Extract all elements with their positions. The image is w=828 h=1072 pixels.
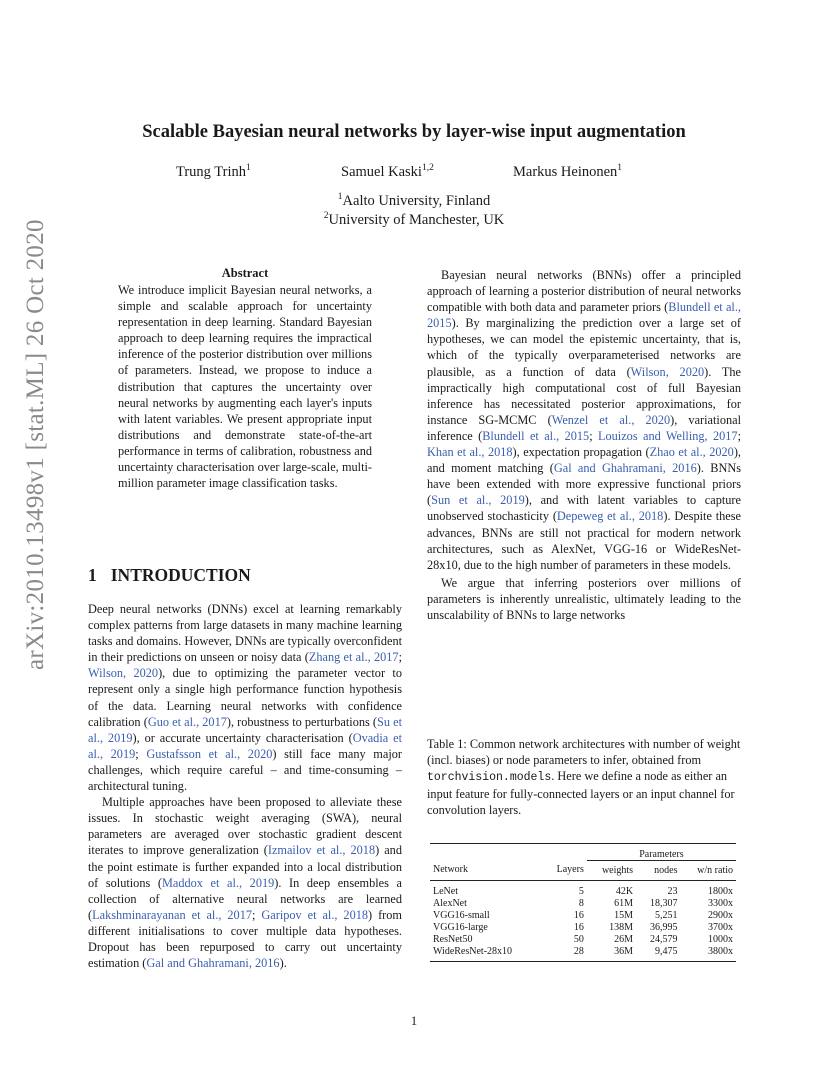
text-run: ; [737, 428, 741, 443]
affiliation-sup: 1 [337, 192, 343, 202]
citation-link[interactable]: Zhao et al., 2020 [649, 445, 734, 460]
table-row [430, 945, 736, 962]
text-run: Deep neural networks (DNNs) excel at learning remarkably complex patterns from large datasets in many machine learning tasks and domains. However, DNNs are typically overconfident in their predictions on unseen or noisy data ( [88, 602, 403, 665]
table-cell: 18,307 [649, 897, 678, 909]
arxiv-stamp: arXiv:2010.13498v1 [stat.ML] 26 Oct 2020 [22, 219, 49, 670]
citation-link[interactable]: Blundell et al., 2015 [482, 428, 590, 443]
table-cell: 42K [615, 885, 634, 897]
citation-link[interactable]: Depeweg et al., 2018 [556, 509, 664, 524]
table-cell: ResNet50 [433, 933, 473, 945]
table-cell: 3300x [708, 897, 733, 909]
table-cell: LeNet [433, 885, 458, 897]
citation-link[interactable]: Garipov et al., 2018 [261, 907, 369, 922]
page-number: 1 [410, 1014, 418, 1028]
citation-link[interactable]: Wilson, 2020 [88, 666, 159, 681]
table-header-row [430, 861, 736, 881]
section-number: 1 [88, 565, 97, 585]
text-run: ), due to optimizing the parameter vector to represent only a single high performance function hypothesis of the data. Learning neural networks with confidence calibration ( [88, 666, 402, 729]
citation-link[interactable]: Guo et al., 2017 [147, 714, 227, 729]
citation-link[interactable]: Zhang et al., 2017 [308, 650, 399, 665]
right-column [427, 265, 741, 623]
citation-link[interactable]: Sun et al., 2019 [431, 493, 525, 508]
table-cell: 3800x [680, 945, 736, 962]
parameters-table [430, 843, 736, 962]
left-column [88, 601, 402, 971]
table-cell: WideResNet-28x10 [430, 945, 543, 962]
table-row [430, 881, 736, 898]
text-run: ), and with latent variables to capture unobserved stochasticity ( [427, 493, 741, 524]
citation-link[interactable]: Gustafsson et al., 2020 [146, 746, 273, 761]
abstract-text: We introduce implicit Bayesian neural networks, a simple and scalable approach for uncertainty representation in deep learning. Standard Bayesian approach to deep learning requires the impractical inference of the posterior distribution over millions of parameters. Instead, we propose to induce a distribution that captures the uncertainty over neural networks by augmenting each layer's inputs with latent variables. We present appropriate input distributions and demonstrate state-of-the-art performance in terms of calibration, robustness and uncertainty characterisation over large-scale, multi-million parameter image classification tasks. [118, 283, 372, 491]
paragraph [427, 267, 741, 573]
citation-link[interactable]: Blundell et al., 2015 [427, 300, 741, 331]
text-run: ; [398, 650, 402, 665]
caption-code: torchvision.models [427, 771, 552, 785]
citation-link[interactable]: Lakshminarayanan et al., 2017 [92, 907, 253, 922]
text-run: ), and moment matching ( [427, 445, 741, 476]
text-run: ). In deep ensembles a collection of alternative neural networks are learned ( [88, 875, 402, 922]
column-header: nodes [636, 861, 680, 881]
author-sup: 1 [617, 163, 623, 173]
table-cell: 28 [543, 945, 587, 962]
text-run: ), or accurate uncertainty characterisation ( [132, 730, 353, 745]
section-title: INTRODUCTION [110, 565, 251, 585]
table-row [430, 921, 736, 933]
text-run: ), robustness to perturbations ( [226, 714, 378, 729]
table-cell: VGG16-large [433, 921, 488, 933]
text-run: ; [135, 746, 147, 761]
table-cell: 61M [614, 897, 634, 909]
text-run: ). BNNs have been extended with more expressive functional priors ( [427, 461, 741, 508]
text-run: ), variational inference ( [427, 412, 742, 443]
table-cell: 26M [614, 933, 634, 945]
table-row [430, 897, 736, 909]
author-name: Trung Trinh [176, 163, 246, 180]
citation-link[interactable]: Ovadia et al., 2019 [88, 730, 402, 761]
text-run: Bayesian neural networks (BNNs) offer a principled approach of learning a posterior distribution of neural networks compatible with both data and parameter priors ( [427, 268, 741, 315]
section-heading [88, 565, 251, 586]
caption-text: Table 1: Common network architectures with number of weight (incl. biases) or node parameters to infer, obtained from [427, 737, 741, 768]
author-name: Markus Heinonen [513, 163, 618, 180]
caption-text: . Here we define a node as either an input feature for fully-connected layers or an input channel for convolution layers. [427, 769, 735, 818]
table-group-header-row [430, 844, 736, 861]
affiliation-2 [0, 211, 828, 229]
citation-link[interactable]: Izmailov et al., 2018 [267, 843, 376, 858]
citation-link[interactable]: Louizos and Welling, 2017 [598, 428, 738, 443]
paragraph [88, 601, 402, 794]
citation-link[interactable]: Gal and Ghahramani, 2016 [553, 461, 697, 476]
text-run: ). The impractically high computational cost of full Bayesian inference has necessitated posterior approximations, for instance SG-MCMC ( [427, 364, 742, 427]
table-cell: 23 [667, 885, 678, 897]
column-header: Layers [543, 861, 587, 881]
table-cell: 5,251 [654, 909, 678, 921]
column-header: weights [587, 861, 636, 881]
column-header: w/n ratio [680, 861, 736, 881]
paragraph [88, 794, 402, 971]
citation-link[interactable]: Wilson, 2020 [630, 364, 705, 379]
citation-link[interactable]: Gal and Ghahramani, 2016 [146, 956, 280, 971]
table-cell: AlexNet [433, 897, 467, 909]
author-1 [176, 163, 251, 181]
author-3 [513, 163, 622, 181]
text-run: Multiple approaches have been proposed to alleviate these issues. In stochastic weight averaging (SWA), neural parameters are averaged over stochastic gradient descent iterates to improve generalization ( [88, 795, 402, 858]
table-cell: 1800x [708, 885, 733, 897]
table-row [430, 933, 736, 945]
paragraph [427, 575, 741, 623]
table-cell: 2900x [708, 909, 733, 921]
table-row [430, 909, 736, 921]
author-sup: 1 [246, 163, 251, 173]
table-cell: 50 [573, 933, 584, 945]
table-cell: 36M [587, 945, 636, 962]
text-run: ). Despite these advances, BNNs are still not practical for modern network architectures, such as AlexNet, VGG-16 or WideResNet-28x10, due to the high number of parameters in these models. [427, 509, 741, 572]
table-cell: 36,995 [649, 921, 678, 933]
text-run: ). [279, 956, 287, 971]
affiliation-1 [0, 192, 828, 210]
citation-link[interactable]: Khan et al., 2018 [427, 445, 513, 460]
table-cell: 1000x [708, 933, 733, 945]
table-cell: 5 [578, 885, 584, 897]
author-2 [341, 163, 434, 181]
text-run: ) and the point estimate is further expanded into a local distribution of solutions ( [88, 843, 402, 890]
text-run: ) from different initialisations to cover multiple data hypotheses. Dropout has been repurposed to carry out uncertainty estimation ( [88, 907, 402, 971]
table-cell: 15M [614, 909, 634, 921]
author-sup: 1,2 [421, 163, 434, 173]
text-run: ; [589, 428, 598, 443]
citation-link[interactable]: Maddox et al., 2019 [161, 875, 275, 890]
abstract-heading: Abstract [221, 266, 269, 280]
affiliation-text: Aalto University, Finland [342, 192, 491, 209]
table-cell: VGG16-small [433, 909, 490, 921]
table-cell: 138M [609, 921, 634, 933]
text-run: ; [252, 907, 262, 922]
text-run: ), expectation propagation ( [512, 445, 650, 460]
text-run: ). By marginalizing the prediction over a large set of hypotheses, we can model the epistemic uncertainty, that is, which of the typically overparameterised networks are plausible, as a function of data ( [427, 316, 741, 379]
table-caption [427, 736, 741, 818]
table-cell: 8 [578, 897, 584, 909]
text-run: We argue that inferring posteriors over millions of parameters is inherently unrealistic, ultimately leading to the unscalability of BNNs to large networks [427, 575, 741, 622]
paper-title: Scalable Bayesian neural networks by layer-wise input augmentation [142, 122, 686, 142]
table-cell: 24,579 [649, 933, 678, 945]
citation-link[interactable]: Wenzel et al., 2020 [551, 412, 671, 427]
group-header: Parameters [587, 844, 736, 861]
table-cell: 16 [573, 921, 584, 933]
author-name: Samuel Kaski [341, 163, 422, 180]
text-run: ) still face many major challenges, which require careful – and time-consuming – architectural tuning. [88, 746, 402, 794]
table-cell: 16 [573, 909, 584, 921]
citation-link[interactable]: Su et al., 2019 [88, 714, 403, 745]
table-cell: 9,475 [636, 945, 680, 962]
affiliation-sup: 2 [323, 211, 329, 221]
table-cell: 3700x [708, 921, 733, 933]
affiliation-text: University of Manchester, UK [328, 211, 505, 228]
column-header: Network [430, 861, 543, 881]
